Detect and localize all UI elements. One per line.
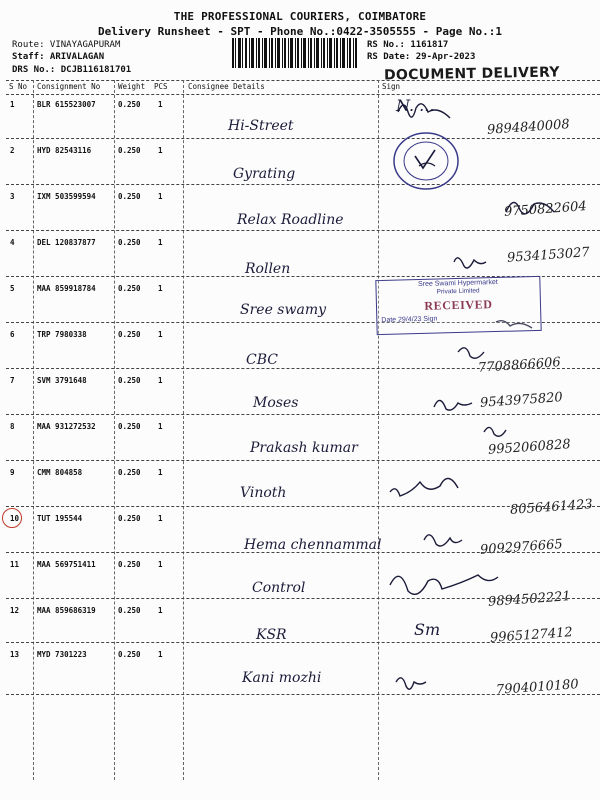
row-5-consignment-no: MAA 859918784 <box>37 284 96 293</box>
row-12-consignment-no: MAA 859686319 <box>37 606 96 615</box>
row-separator <box>6 642 600 643</box>
row-10-sno: 10 <box>10 514 20 523</box>
row-10-circle-mark <box>2 508 22 528</box>
row-10-phone: 9092976665 <box>479 537 564 558</box>
row-11-consignment-no: MAA 569751411 <box>37 560 96 569</box>
row-10-weight: 0.250 <box>118 514 141 523</box>
row-separator <box>6 184 600 185</box>
row-7-sno: 7 <box>10 376 15 385</box>
row-6-sno: 6 <box>10 330 15 339</box>
row-5-weight: 0.250 <box>118 284 141 293</box>
row-separator <box>6 460 600 461</box>
row-13-pcs: 1 <box>158 650 163 659</box>
row-1-sno: 1 <box>10 100 15 109</box>
row-8-phone: 9952060828 <box>487 437 572 458</box>
row-12-pcs: 1 <box>158 606 163 615</box>
row-13-sno: 13 <box>10 650 20 659</box>
row-5-consignee-name: Sree swamy <box>240 302 327 318</box>
row-3-pcs: 1 <box>158 192 163 201</box>
row-5-sno: 5 <box>10 284 15 293</box>
col-header-consignee: Consignee Details <box>188 82 265 91</box>
row-9-consignee-name: Vinoth <box>240 485 287 501</box>
row-separator <box>6 506 600 507</box>
col-header-pcs: PCS <box>154 82 168 91</box>
row-13-weight: 0.250 <box>118 650 141 659</box>
row-separator <box>6 414 600 415</box>
row-9-phone: 8056461423 <box>509 497 594 518</box>
col-header-consignment: Consignment No <box>37 82 101 91</box>
row-10-consignee-name: Hema chennammal <box>244 537 382 553</box>
col-header-sign: Sign <box>382 82 401 91</box>
col-header-weight: Weight <box>118 82 146 91</box>
row-6-consignee-name: CBC <box>246 352 278 368</box>
row-7-phone: 9543975820 <box>479 390 564 411</box>
row-separator <box>6 138 600 139</box>
row-2-consignee-name: Gyrating <box>233 166 296 182</box>
col-divider <box>33 80 34 780</box>
row-2-weight: 0.250 <box>118 146 141 155</box>
row-12-consignee-name: KSR <box>256 627 287 643</box>
rs-number: RS No.: 1161817 <box>367 40 449 50</box>
row-3-sno: 3 <box>10 192 15 201</box>
row-13-consignment-no: MYD 7301223 <box>37 650 87 659</box>
row-7-consignee-name: Moses <box>253 395 299 411</box>
row-2-sno: 2 <box>10 146 15 155</box>
row-7-weight: 0.250 <box>118 376 141 385</box>
row-separator <box>6 598 600 599</box>
row-6-consignment-no: TRP 7980338 <box>37 330 87 339</box>
rs-date: RS Date: 29-Apr-2023 <box>367 52 476 62</box>
received-stamp-suffix: Private Limited <box>436 287 480 296</box>
route: Route: VINAYAGAPURAM <box>12 40 121 50</box>
row-separator <box>6 552 600 553</box>
col-divider <box>378 80 379 780</box>
barcode <box>232 38 357 68</box>
document-delivery-stamp: DOCUMENT DELIVERY <box>383 64 560 84</box>
row-4-consignee-name: Rollen <box>245 261 291 277</box>
table-bottom-rule <box>6 694 600 695</box>
row-12-phone: 9965127412 <box>489 625 574 646</box>
row-4-weight: 0.250 <box>118 238 141 247</box>
col-divider <box>114 80 115 780</box>
row-11-phone: 9894502221 <box>487 589 572 610</box>
row-9-consignment-no: CMM 804858 <box>37 468 83 477</box>
row-8-pcs: 1 <box>158 422 163 431</box>
row-7-consignment-no: SVM 3791648 <box>37 376 87 385</box>
row-13-consignee-name: Kani mozhi <box>242 670 322 686</box>
row-8-consignee-name: Prakash kumar <box>250 440 358 456</box>
header-bottom-rule <box>6 94 600 95</box>
row-1-consignment-no: BLR 615523007 <box>37 100 96 109</box>
row-13-phone: 7904010180 <box>495 677 580 698</box>
row-12-weight: 0.250 <box>118 606 141 615</box>
row-6-pcs: 1 <box>158 330 163 339</box>
row-4-pcs: 1 <box>158 238 163 247</box>
row-4-consignment-no: DEL 120837877 <box>37 238 96 247</box>
row-11-sno: 11 <box>10 560 20 569</box>
row-3-phone: 9750822604 <box>503 199 588 220</box>
row-1-pcs: 1 <box>158 100 163 109</box>
row-3-consignment-no: IXM 503599594 <box>37 192 96 201</box>
row-5-pcs: 1 <box>158 284 163 293</box>
row-9-pcs: 1 <box>158 468 163 477</box>
row-separator <box>6 368 600 369</box>
row-11-weight: 0.250 <box>118 560 141 569</box>
row-4-sno: 4 <box>10 238 15 247</box>
received-stamp <box>375 276 541 335</box>
row-10-pcs: 1 <box>158 514 163 523</box>
row-6-weight: 0.250 <box>118 330 141 339</box>
row-separator <box>6 230 600 231</box>
row-10-consignment-no: TUT 195544 <box>37 514 83 523</box>
header-top-rule <box>6 80 600 81</box>
row-12-signature-text: Sm <box>414 620 441 639</box>
row-6-phone: 7708866606 <box>477 355 562 376</box>
col-divider <box>183 80 184 780</box>
row-12-sno: 12 <box>10 606 20 615</box>
company-title: THE PROFESSIONAL COURIERS, COIMBATORE <box>173 10 427 23</box>
row-8-sno: 8 <box>10 422 15 431</box>
row-4-phone: 9534153027 <box>506 245 591 266</box>
row-1-signature-text: N. ... <box>396 96 435 115</box>
received-stamp-date: Date 29/4/23 Sign <box>381 315 438 325</box>
row-3-weight: 0.250 <box>118 192 141 201</box>
received-stamp-label: RECEIVED <box>424 297 493 313</box>
row-1-consignee-name: Hi-Street <box>228 118 294 134</box>
runsheet-subtitle: Delivery Runsheet - SPT - Phone No.:0422-3505555 - Page No.:1 <box>98 25 502 38</box>
row-1-weight: 0.250 <box>118 100 141 109</box>
row-3-consignee-name: Relax Roadline <box>237 212 344 228</box>
row-1-phone: 9894840008 <box>486 117 571 138</box>
drs-number: DRS No.: DCJB116181701 <box>12 65 132 75</box>
col-header-sno: S No <box>9 82 28 91</box>
row-9-weight: 0.250 <box>118 468 141 477</box>
received-stamp-company: Sree Swami Hypermarket <box>417 278 498 289</box>
row-7-pcs: 1 <box>158 376 163 385</box>
staff: Staff: ARIVALAGAN <box>12 52 105 62</box>
row-11-pcs: 1 <box>158 560 163 569</box>
row-2-consignment-no: HYD 82543116 <box>37 146 92 155</box>
row-11-consignee-name: Control <box>252 580 306 596</box>
row-2-pcs: 1 <box>158 146 163 155</box>
row-8-weight: 0.250 <box>118 422 141 431</box>
row-8-consignment-no: MAA 931272532 <box>37 422 96 431</box>
round-seal-stamp <box>391 130 461 192</box>
row-9-sno: 9 <box>10 468 15 477</box>
